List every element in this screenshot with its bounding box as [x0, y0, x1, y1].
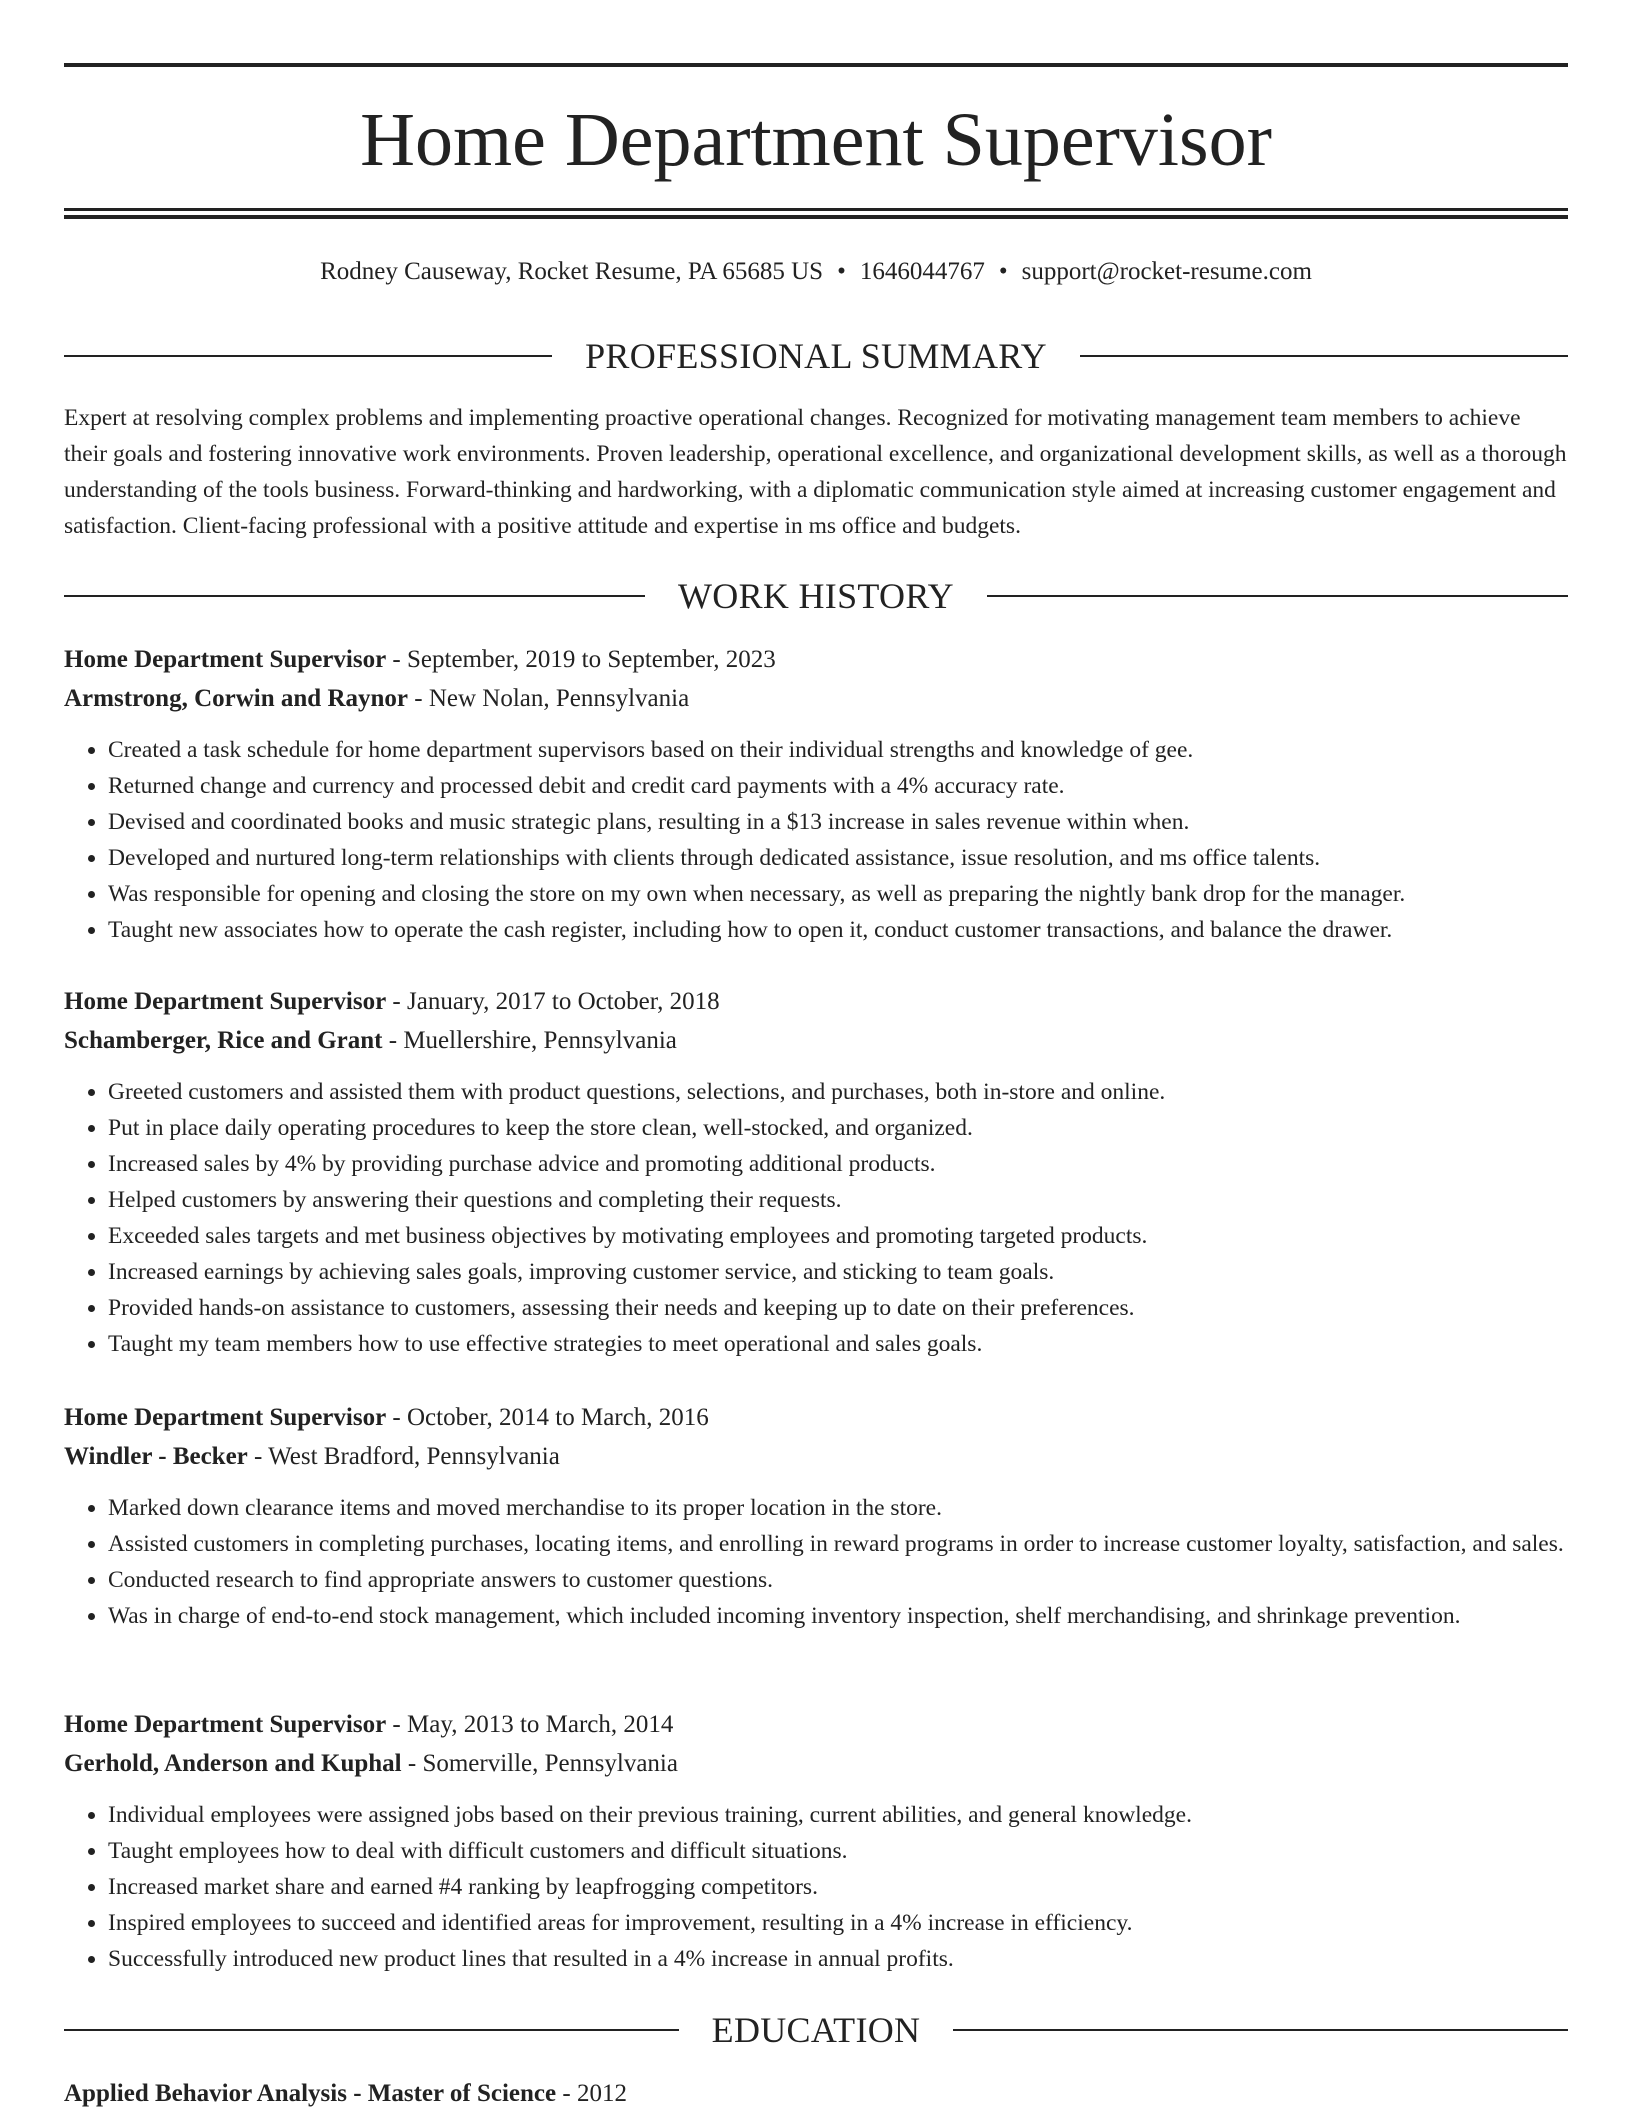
- contact-phone: 1646044767: [859, 258, 985, 285]
- job-bullet: • Was responsible for opening and closing the store on my own when necessary, as well as preparing the nightly bank drop for the manager.: [108, 876, 1568, 912]
- job-bullet: • Developed and nurtured long-term relationships with clients through dedicated assistance, issue resolution, and ms office talents.: [108, 840, 1568, 876]
- job-entry: [64, 982, 1568, 1362]
- job-company-line: [64, 679, 1568, 718]
- job-bullet: • Successfully introduced new product lines that resulted in a 4% increase in annual profits.: [108, 1941, 1568, 1977]
- job-bullet: • Greeted customers and assisted them with product questions, selections, and purchases, both in-store and online.: [108, 1074, 1568, 1110]
- contact-line: [64, 254, 1568, 290]
- job-company: Gerhold, Anderson and Kuphal: [64, 1750, 402, 1777]
- education-entry: [64, 2074, 1568, 2113]
- section-heading-education: [64, 2008, 1568, 2052]
- job-location: - Muellershire, Pennsylvania: [382, 1027, 677, 1054]
- job-bullet: • Provided hands-on assistance to customers, assessing their needs and keeping up to date on their preferences.: [108, 1290, 1568, 1326]
- job-company-line: [64, 1437, 1568, 1476]
- job-company: Armstrong, Corwin and Raynor: [64, 685, 408, 712]
- job-entry: [64, 1705, 1568, 1977]
- job-bullet: • Increased earnings by achieving sales goals, improving customer service, and sticking to team goals.: [108, 1254, 1568, 1290]
- job-bullet: • Assisted customers in completing purchases, locating items, and enrolling in reward programs in order to increase customer loyalty, satisfaction, and sales.: [108, 1526, 1568, 1562]
- job-bullet: • Individual employees were assigned jobs based on their previous training, current abilities, and general knowledge.: [108, 1797, 1568, 1833]
- job-title-line: [64, 1398, 1568, 1437]
- job-bullet: • Was in charge of end-to-end stock management, which included incoming inventory inspection, shelf merchandising, and shrinkage prevention.: [108, 1598, 1568, 1634]
- section-heading-label: PROFESSIONAL SUMMARY: [585, 336, 1047, 376]
- job-bullet: • Put in place daily operating procedures to keep the store clean, well-stocked, and organized.: [108, 1110, 1568, 1146]
- job-company: Schamberger, Rice and Grant: [64, 1027, 383, 1054]
- job-title: Home Department Supervisor: [64, 646, 387, 673]
- job-bullet: • Taught new associates how to operate the cash register, including how to open it, conduct customer transactions, and balance the drawer.: [108, 912, 1568, 948]
- job-bullet: • Taught my team members how to use effective strategies to meet operational and sales goals.: [108, 1326, 1568, 1362]
- job-bullet: • Conducted research to find appropriate answers to customer questions.: [108, 1562, 1568, 1598]
- job-bullet: • Devised and coordinated books and music strategic plans, resulting in a $13 increase in sales revenue within when.: [108, 804, 1568, 840]
- job-title: Home Department Supervisor: [64, 1404, 387, 1431]
- job-location: - West Bradford, Pennsylvania: [247, 1443, 560, 1470]
- top-rule: [64, 63, 1568, 67]
- section-heading-summary: [64, 334, 1568, 378]
- summary-text: Expert at resolving complex problems and implementing proactive operational changes. Recognized for motivating management team members to achieve their goals and fostering innovative work environments. Proven leadership, operational excellence, and organizational development skills, as well as a thorough understanding of the tools business. Forward-thinking and hardworking, with a diplomatic communication style aimed at increasing customer engagement and satisfaction. Client-facing professional with a positive attitude and expertise in ms office and budgets.: [64, 405, 1567, 539]
- job-entry: [64, 1398, 1568, 1634]
- job-title-line: [64, 982, 1568, 1021]
- section-rule-left: [64, 355, 552, 357]
- job-dates: - September, 2019 to September, 2023: [386, 646, 776, 673]
- job-bullet: • Returned change and currency and processed debit and credit card payments with a 4% accuracy rate.: [108, 768, 1568, 804]
- contact-address: Rodney Causeway, Rocket Resume, PA 65685 US: [320, 258, 824, 285]
- job-company-line: [64, 1744, 1568, 1783]
- job-dates: - January, 2017 to October, 2018: [386, 988, 720, 1015]
- education-degree: Applied Behavior Analysis - Master of Science: [64, 2080, 557, 2107]
- section-rule-right: [1080, 355, 1568, 357]
- job-entry: [64, 640, 1568, 948]
- section-heading-work-history: [64, 574, 1568, 618]
- job-title-line: [64, 640, 1568, 679]
- job-dates: - May, 2013 to March, 2014: [386, 1711, 674, 1738]
- contact-email: support@rocket-resume.com: [1021, 258, 1312, 285]
- job-company-line: [64, 1021, 1568, 1060]
- title-rule-lower: [64, 215, 1568, 219]
- job-bullet: • Increased market share and earned #4 ranking by leapfrogging competitors.: [108, 1869, 1568, 1905]
- section-rule-right: [987, 595, 1568, 597]
- job-bullet: • Increased sales by 4% by providing purchase advice and promoting additional products.: [108, 1146, 1568, 1182]
- job-title: Home Department Supervisor: [64, 1711, 387, 1738]
- job-dates: - October, 2014 to March, 2016: [386, 1404, 709, 1431]
- job-bullet: • Created a task schedule for home department supervisors based on their individual strengths and knowledge of gee.: [108, 732, 1568, 768]
- job-bullet: • Inspired employees to succeed and identified areas for improvement, resulting in a 4% increase in efficiency.: [108, 1905, 1568, 1941]
- job-location: - Somerville, Pennsylvania: [401, 1750, 678, 1777]
- education-year: - 2012: [556, 2080, 627, 2107]
- title-rule-upper: [64, 208, 1568, 211]
- contact-separator: •: [837, 258, 846, 285]
- section-rule-right: [953, 2029, 1568, 2031]
- job-title: Home Department Supervisor: [64, 988, 387, 1015]
- job-bullet: • Taught employees how to deal with difficult customers and difficult situations.: [108, 1833, 1568, 1869]
- section-heading-label: EDUCATION: [711, 2010, 921, 2050]
- job-bullets: [64, 1490, 1568, 1634]
- job-bullet: • Marked down clearance items and moved merchandise to its proper location in the store.: [108, 1490, 1568, 1526]
- contact-separator: •: [998, 258, 1008, 285]
- section-rule-left: [64, 595, 645, 597]
- job-bullet: • Helped customers by answering their questions and completing their requests.: [108, 1182, 1568, 1218]
- job-location: - New Nolan, Pennsylvania: [408, 685, 690, 712]
- job-company: Windler - Becker: [64, 1443, 248, 1470]
- job-bullets: [64, 732, 1568, 948]
- page-title: Home Department Supervisor: [360, 98, 1272, 182]
- section-heading-label: WORK HISTORY: [678, 576, 954, 616]
- job-bullets: [64, 1797, 1568, 1977]
- job-bullets: [64, 1074, 1568, 1362]
- job-title-line: [64, 1705, 1568, 1744]
- section-rule-left: [64, 2029, 679, 2031]
- job-bullet: • Exceeded sales targets and met business objectives by motivating employees and promoting targeted products.: [108, 1218, 1568, 1254]
